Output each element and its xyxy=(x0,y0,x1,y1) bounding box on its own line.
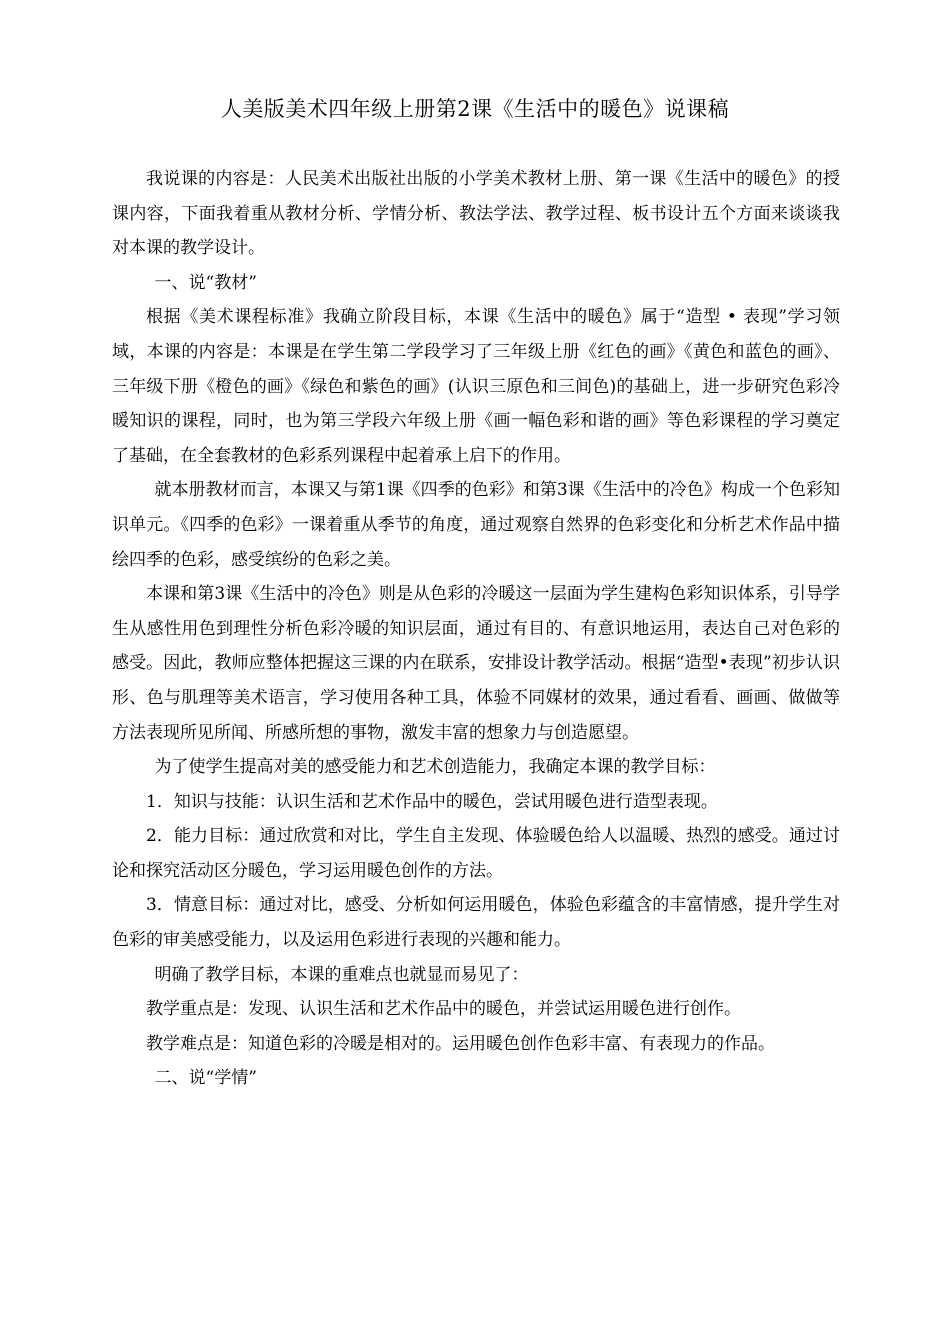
section-heading-students: 二、说“学情” xyxy=(154,1068,257,1089)
paragraph-intro: 我说课的内容是：人民美术出版社出版的小学美术教材上册、第一课《生活中的暖色》的授课内容，下面我着重从教材分析、学情分析、教法学法、教学过程、板书设计五个方面来谈谈我对本课的教学设计。 xyxy=(112,169,840,259)
document-body xyxy=(112,162,840,1096)
paragraph-goal-knowledge: 1．知识与技能：认识生活和艺术作品中的暖色，尝试用暖色进行造型表现。 xyxy=(146,791,718,812)
paragraph-goal-ability: 2．能力目标：通过欣赏和对比，学生自主发现、体验暖色给人以温暖、热烈的感受。通过讨论和探究活动区分暖色，学习运用暖色创作的方法。 xyxy=(112,826,840,881)
paragraph-unit-structure: 就本册教材而言，本课又与第1课《四季的色彩》和第3课《生活中的冷色》构成一个色彩知识单元。《四季的色彩》一课着重从季节的角度，通过观察自然界的色彩变化和分析艺术作品中描绘四季的色彩，感受缤纷的色彩之美。 xyxy=(112,480,840,570)
paragraph-difficult-point: 教学难点是：知道色彩的冷暖是相对的。运用暖色创作色彩丰富、有表现力的作品。 xyxy=(146,1033,775,1054)
paragraph-key-point: 教学重点是：发现、认识生活和艺术作品中的暖色，并尝试运用暖色进行创作。 xyxy=(146,999,741,1020)
section-heading-textbook: 一、说“教材” xyxy=(154,272,257,293)
document-title: 人美版美术四年级上册第2课《生活中的暖色》说课稿 xyxy=(220,97,730,121)
paragraph-color-knowledge: 本课和第3课《生活中的冷色》则是从色彩的冷暖这一层面为学生建构色彩知识体系，引导学生从感性用色到理性分析色彩冷暖的知识层面，通过有目的、有意识地运用，表达自己对色彩的感受。因此，教师应整体把握这三课的内在联系，安排设计教学活动。根据“造型•表现”初步认识形、色与肌理等美术语言，学习使用各种工具，体验不同媒材的效果，通过看看、画画、做做等方法表现所见所闻、所感所想的事物，激发丰富的想象力与创造愿望。 xyxy=(112,584,840,743)
paragraph-curriculum-standard: 根据《美术课程标准》我确立阶段目标，本课《生活中的暖色》属于“造型 • 表现”学习领域，本课的内容是：本课是在学生第二学段学习了三年级上册《红色的画》《黄色和蓝色的画》、三年级下册《橙色的画》《绿色和紫色的画》(认识三原色和三间色)的基础上，进一步研究色彩冷暖知识的课程，同时，也为第三学段六年级上册《画一幅色彩和谐的画》等色彩课程的学习奠定了基础，在全套教材的色彩系列课程中起着承上启下的作用。 xyxy=(112,307,840,466)
paragraph-key-points-intro: 明确了教学目标，本课的重难点也就显而易见了： xyxy=(154,964,529,985)
paragraph-goal-emotion: 3．情意目标：通过对比，感受、分析如何运用暖色，体验色彩蕴含的丰富情感，提升学生对色彩的审美感受能力，以及运用色彩进行表现的兴趣和能力。 xyxy=(112,895,840,951)
paragraph-teaching-goals-intro: 为了使学生提高对美的感受能力和艺术创造能力，我确定本课的教学目标： xyxy=(154,757,716,778)
